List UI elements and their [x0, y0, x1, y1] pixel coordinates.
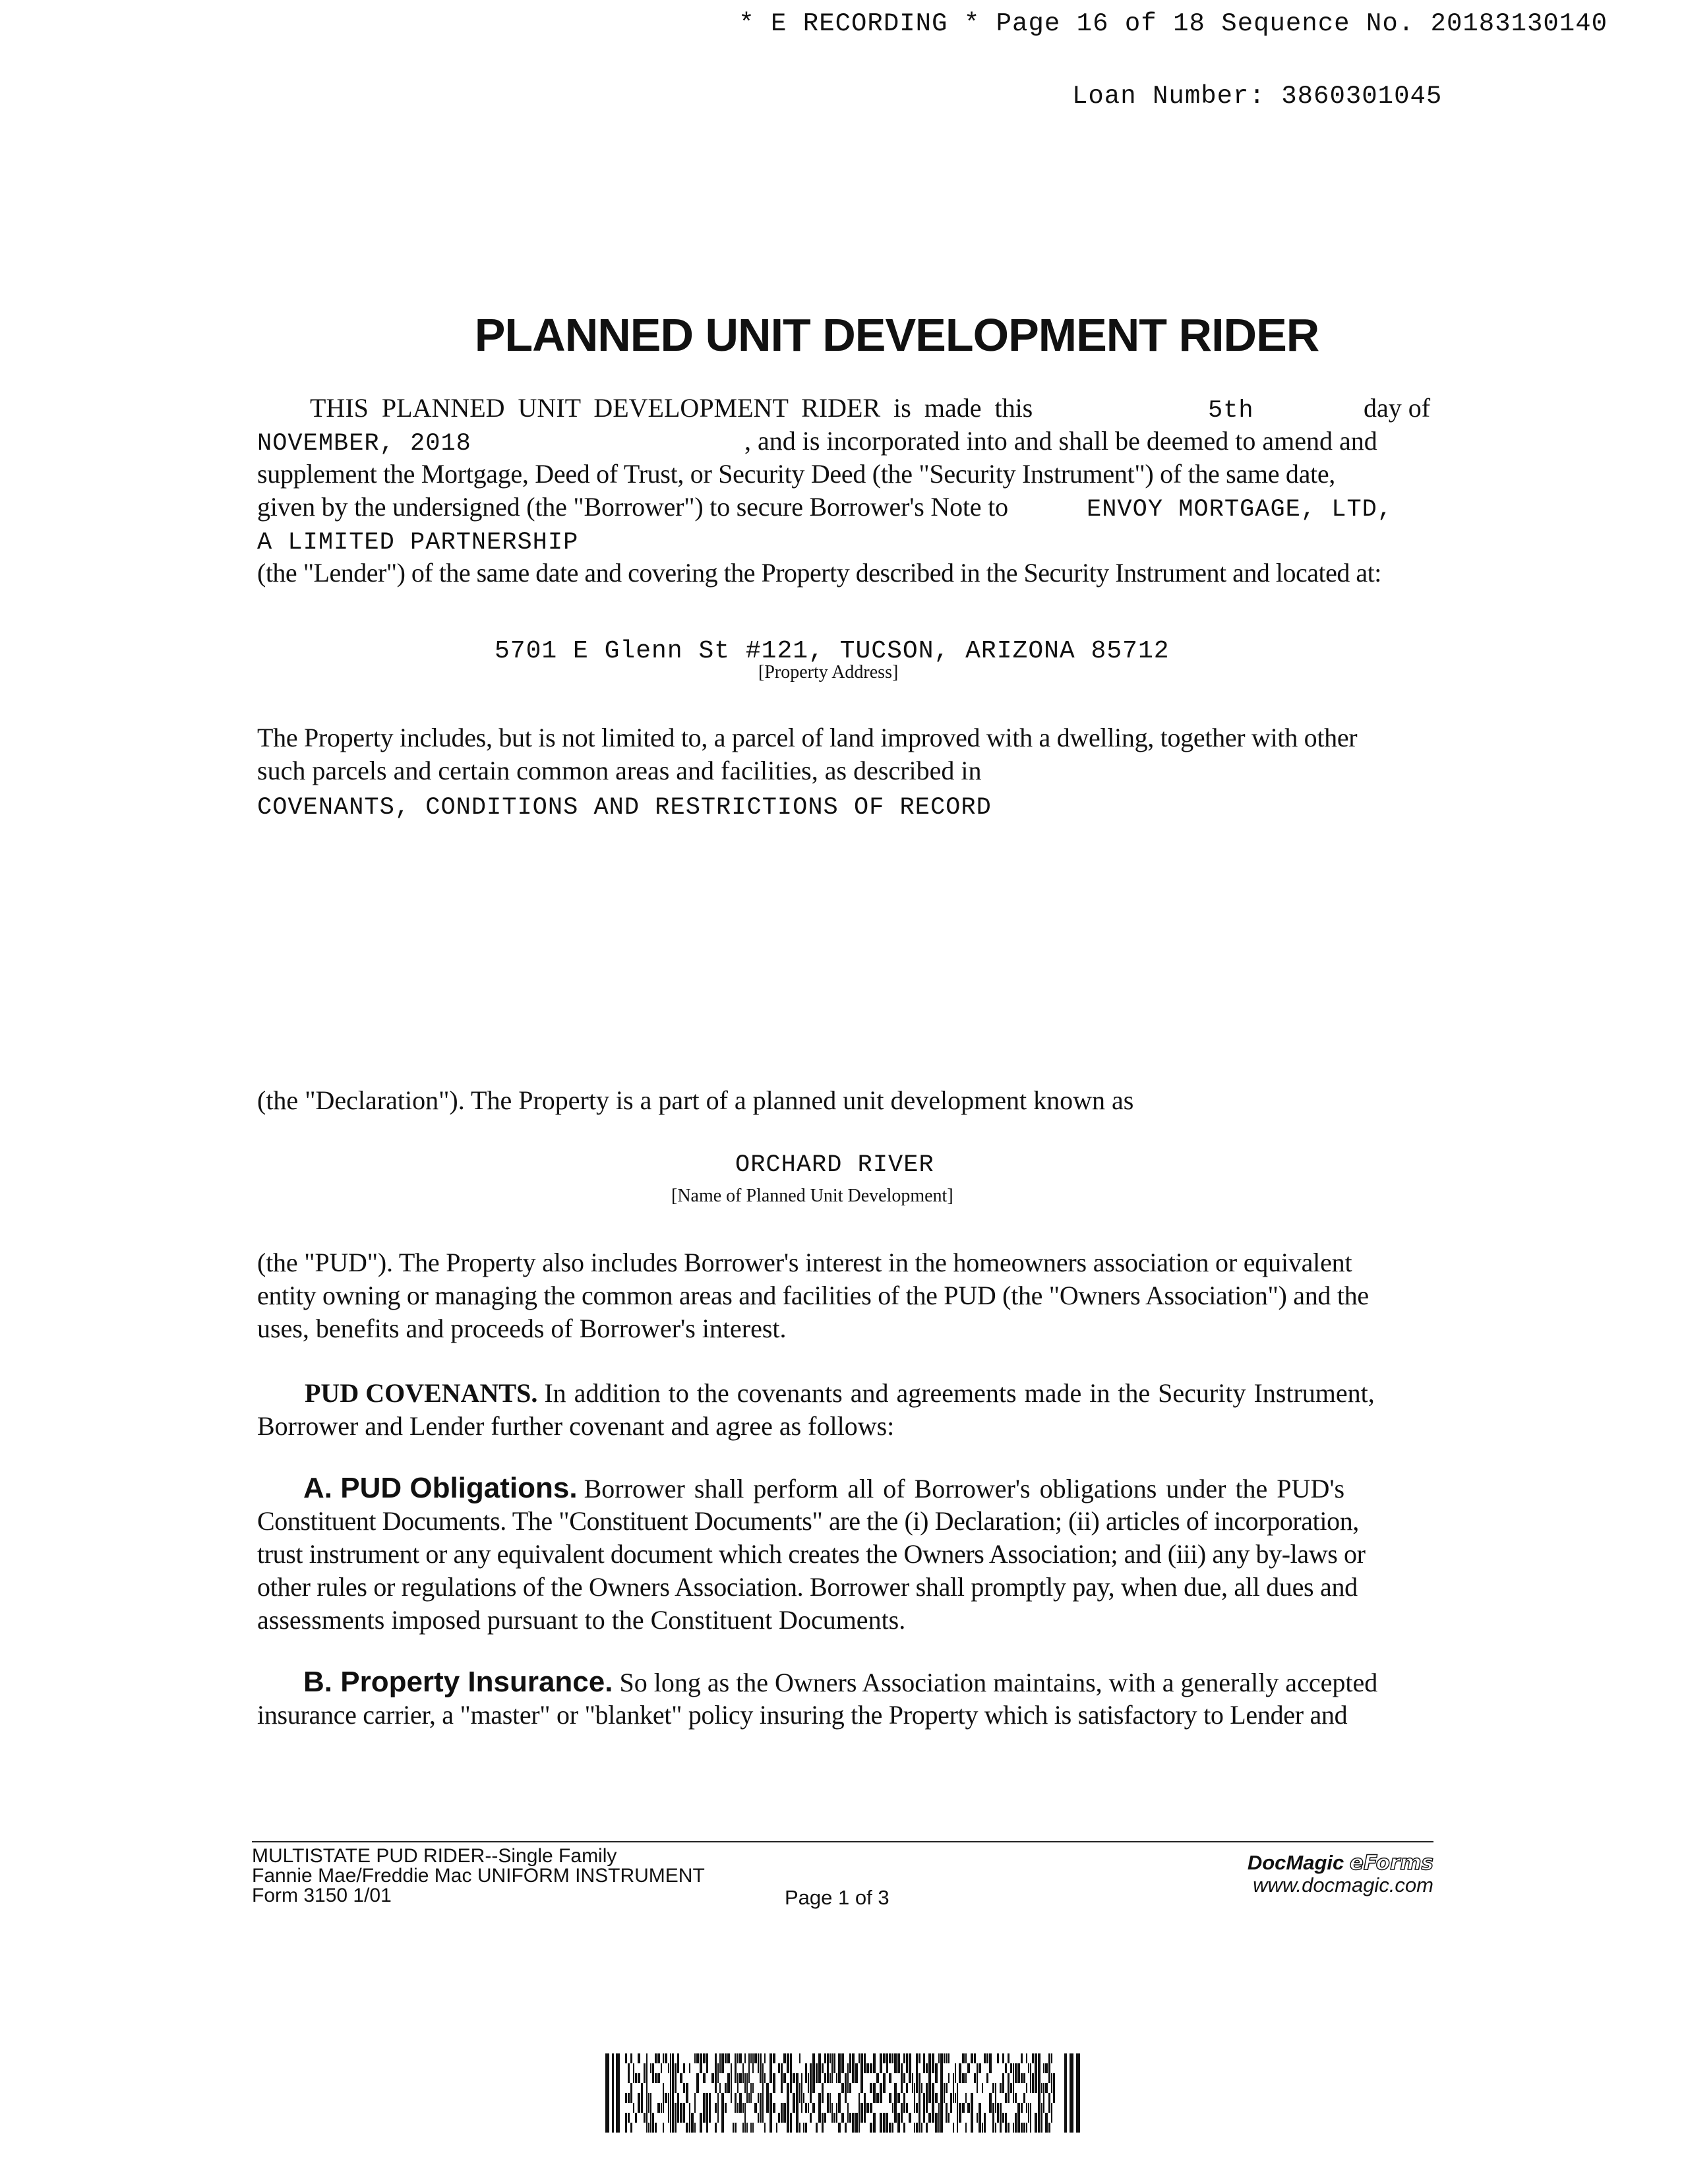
section-a-line-4: other rules or regulations of the Owners Association. Borrower shall promptly pay, when due, all dues and: [257, 1572, 1358, 1602]
section-b-heading: B. Property Insurance.: [303, 1666, 613, 1698]
pud-line-1: (the "PUD"). The Property also includes Borrower's interest in the homeowners association or equivalent: [257, 1248, 1352, 1277]
section-a-line-2: Constituent Documents. The "Constituent Documents" are the (i) Declaration; (ii) articles of incorporation,: [257, 1506, 1359, 1536]
page-number: Page 1 of 3: [785, 1886, 889, 1909]
intro-line-4: given by the undersigned (the "Borrower") to secure Borrower's Note to: [257, 492, 1008, 522]
intro-line-2-rest: , and is incorporated into and shall be deemed to amend and: [744, 426, 1377, 456]
includes-line-1: The Property includes, but is not limited to, a parcel of land improved with a dwelling, together with other: [257, 723, 1358, 752]
section-a-line-1-text: Borrower shall perform all of Borrower's obligations under the PUD's: [584, 1474, 1345, 1503]
section-a-line-5: assessments imposed pursuant to the Constituent Documents.: [257, 1605, 906, 1635]
pud-line-2: entity owning or managing the common areas and facilities of the PUD (the "Owners Association") and the: [257, 1281, 1369, 1310]
intro-text: THIS PLANNED UNIT DEVELOPMENT RIDER is made this: [310, 393, 1033, 423]
section-a-line-3: trust instrument or any equivalent document which creates the Owners Association; and (iii) any by-laws or: [257, 1539, 1366, 1569]
declaration-line: (the "Declaration"). The Property is a part of a planned unit development known as: [257, 1085, 1134, 1115]
declaration-reference: COVENANTS, CONDITIONS AND RESTRICTIONS OF RECORD: [257, 794, 992, 822]
lender-name-line-1: ENVOY MORTGAGE, LTD,: [1087, 496, 1393, 524]
section-a-heading: A. PUD Obligations.: [303, 1472, 578, 1504]
property-address: 5701 E Glenn St #121, TUCSON, ARIZONA 85712: [495, 637, 1170, 665]
pud-line-3: uses, benefits and proceeds of Borrower's interest.: [257, 1314, 787, 1343]
brand-website: www.docmagic.com: [1253, 1873, 1433, 1896]
form-identification: [252, 1846, 705, 1906]
form-line-1: MULTISTATE PUD RIDER--Single Family: [252, 1845, 617, 1867]
covenants-line-1: [305, 1377, 1375, 1410]
section-a-line-1: [303, 1472, 1344, 1505]
section-b-line-1-text: So long as the Owners Association maintains, with a generally accepted: [619, 1668, 1378, 1697]
intro-line-1: [310, 392, 1033, 425]
form-line-3: Form 3150 1/01: [252, 1885, 392, 1906]
covenants-line-2: Borrower and Lender further covenant and agree as follows:: [257, 1411, 895, 1441]
rider-month-year: NOVEMBER, 2018: [257, 430, 471, 458]
recording-stamp: * E RECORDING * Page 16 of 18 Sequence No. 20183130140: [738, 9, 1608, 38]
covenants-heading: PUD COVENANTS.: [305, 1378, 538, 1408]
intro-line-6: (the "Lender") of the same date and covering the Property described in the Security Instrument and located at:: [257, 558, 1381, 588]
covenants-line-1-text: In addition to the covenants and agreements made in the Security Instrument,: [544, 1378, 1375, 1408]
brand-eforms: eForms: [1349, 1851, 1433, 1875]
footer-divider: [252, 1841, 1433, 1842]
section-b-line-2: insurance carrier, a "master" or "blanket" policy insuring the Property which is satisfactory to Lender and: [257, 1700, 1348, 1730]
form-line-2: Fannie Mae/Freddie Mac UNIFORM INSTRUMENT: [252, 1865, 705, 1887]
page-title: PLANNED UNIT DEVELOPMENT RIDER: [474, 309, 1319, 361]
lender-name-line-2: A LIMITED PARTNERSHIP: [257, 529, 579, 557]
section-b-line-1: [303, 1666, 1377, 1699]
day-of-label: day of: [1364, 393, 1431, 423]
intro-line-3: supplement the Mortgage, Deed of Trust, or Security Deed (the "Security Instrument") of the same date,: [257, 459, 1335, 489]
docmagic-branding: [1248, 1852, 1433, 1896]
pud-name-caption: [Name of Planned Unit Development]: [671, 1186, 953, 1206]
barcode-image: [605, 2053, 1080, 2133]
property-address-caption: [Property Address]: [758, 662, 899, 682]
includes-line-2: such parcels and certain common areas and facilities, as described in: [257, 756, 982, 785]
brand-logo: [1248, 1852, 1433, 1874]
rider-day: 5th: [1208, 397, 1254, 425]
brand-name: DocMagic: [1247, 1851, 1344, 1874]
pud-name: ORCHARD RIVER: [735, 1151, 934, 1179]
loan-number: Loan Number: 3860301045: [1072, 82, 1443, 111]
